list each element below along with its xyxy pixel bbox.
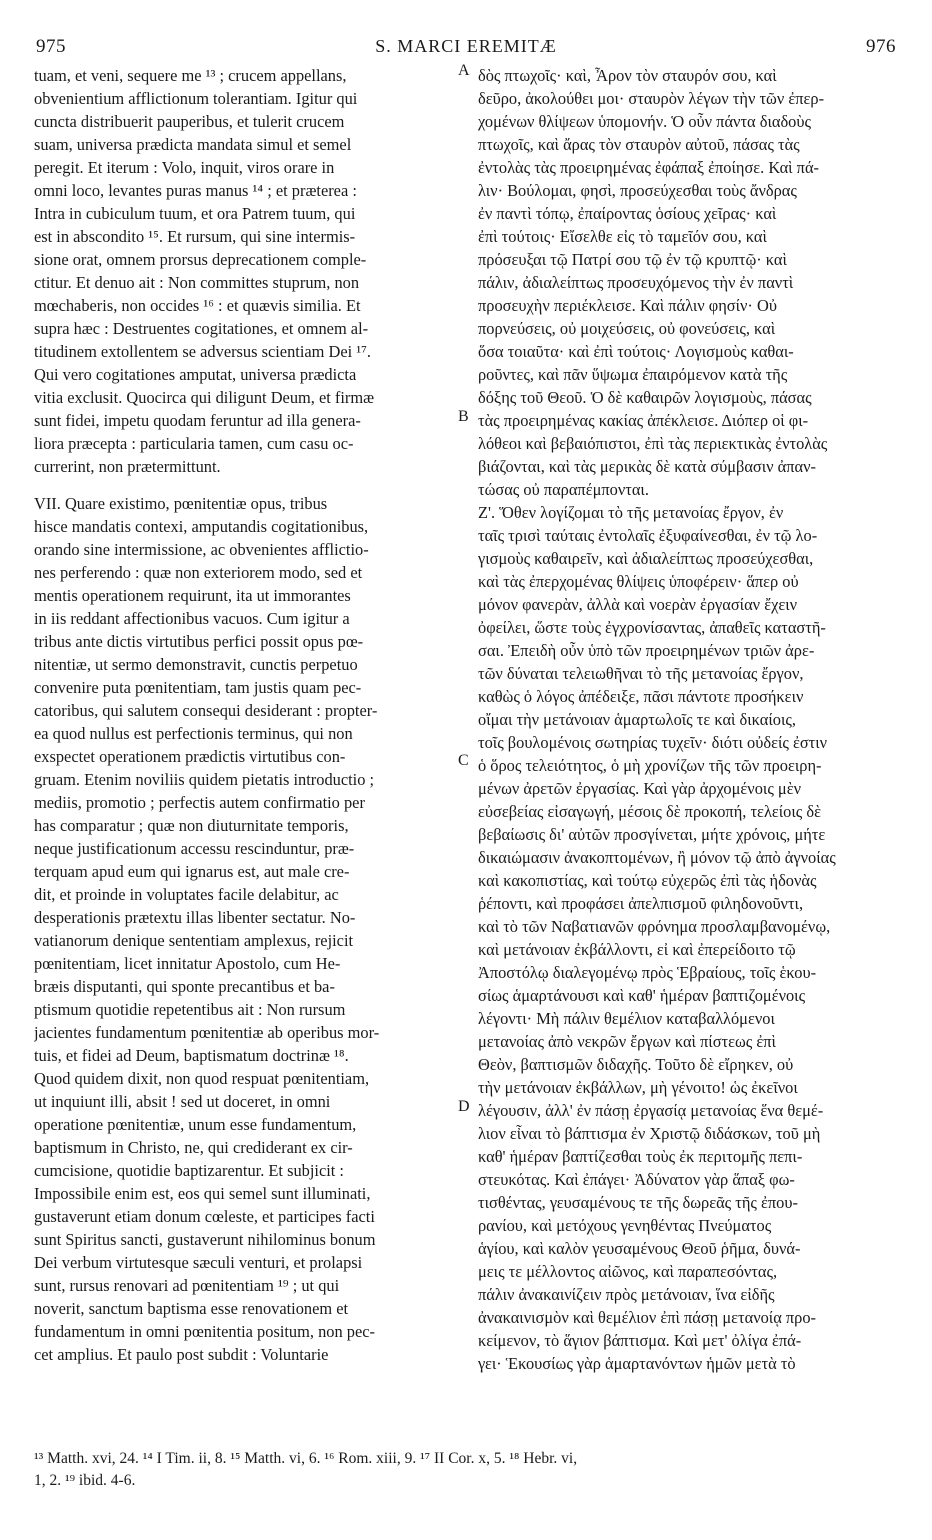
greek-text-line: ἐντολὰς τὰς προειρημένας ἐφάπαξ ἐποίησε. Καὶ πά- [478, 158, 820, 177]
greek-text-line: μόνον φανερὰν, ἀλλὰ καὶ νοερὰν ἐργασίαν ἔχειν [478, 595, 798, 614]
greek-column [478, 64, 904, 1444]
latin-column [34, 64, 454, 1444]
latin-text-line: vatianorum denique sententiam amplexus, rejicit [34, 931, 354, 950]
greek-text-line: δικαιώμασιν ἀνακοπτομένων, ἢ μόνον τῷ ἀπὸ ἀγνοίας [478, 848, 836, 867]
footnotes [34, 1448, 902, 1492]
margin-marker-a: A [458, 62, 470, 79]
greek-text-line: οἴμαι τὴν μετάνοιαν ἁμαρτωλοῖς τε καὶ δικαίοις, [478, 710, 796, 729]
margin-marker-d: D [458, 1098, 470, 1115]
latin-text-line: neque justificationum accessu rescinduntur, præ- [34, 839, 355, 858]
greek-text-line: δόξης τοῦ Θεοῦ. Ὁ δὲ καθαιρῶν λογισμοὺς, πάσας [478, 388, 812, 407]
latin-text-line: titudinem extollentem se adversus scientiam Dei ¹⁷. [34, 342, 371, 361]
greek-text-line: λιν· Βούλομαι, φησὶ, προσεύχεσθαι τοὺς ἄνδρας [478, 181, 797, 200]
greek-text-line: εὐσεβείας εἰσαγωγή, μέσοις δὲ προκοπή, τελείοις δὲ [478, 802, 821, 821]
latin-text-line: obvenientium afflictionum tolerantiam. Igitur qui [34, 89, 358, 108]
latin-text-line: supra hæc : Destruentes cogitationes, et omnem al- [34, 319, 369, 338]
greek-text-line: σίως ἁμαρτάνουσι καὶ καθ' ἡμέραν βαπτιζομένοις [478, 986, 806, 1005]
latin-text-line: has comparatur ; quæ non diuturnitate temporis, [34, 816, 349, 835]
greek-text-line: σαι. Ἐπειδὴ οὖν ὑπὸ τῶν προειρημένων τριῶν ἀρε- [478, 641, 815, 660]
latin-text-line: mentis operationem requirunt, ita ut immorantes [34, 586, 351, 605]
latin-text-line: catoribus, qui salutem consequi desiderant : propter- [34, 701, 378, 720]
latin-text-line: sunt fidei, impetu quodam feruntur ad illa genera- [34, 411, 361, 430]
greek-text-line: πορνεύσεις, οὐ μοιχεύσεις, οὐ φονεύσεις, καὶ [478, 319, 776, 338]
greek-text-line: τῶν δύναται τελειωθῆναι τὸ τῆς μετανοίας ἔργον, [478, 664, 804, 683]
latin-text-line: orando sine intermissione, ac obvenientes afflictio- [34, 540, 369, 559]
greek-text-line: ὀφείλει, ὥστε τοὺς ἐγχρονίσαντας, ἀπαθεῖς καταστῆ- [478, 618, 826, 637]
greek-text-line: τώσας οὐ παραπέμπονται. [478, 480, 649, 499]
latin-text-line: suam, universa prædicta mandata simul et semel [34, 135, 352, 154]
page-number-left: 975 [36, 36, 66, 57]
latin-text-line: tuam, et veni, sequere me ¹³ ; crucem appellans, [34, 66, 347, 85]
latin-text-line: tuis, et fidei ad Deum, baptismatum doctrinæ ¹⁸. [34, 1046, 349, 1065]
latin-text-line: Quod quidem dixit, non quod respuat pœnitentiam, [34, 1069, 370, 1088]
greek-text-line: δὸς πτωχοῖς· καὶ, Ἆρον τὸν σταυρόν σου, καὶ [478, 66, 777, 85]
latin-text-line: exspectet operationem prædictis virtutibus con- [34, 747, 346, 766]
greek-text-line: ταῖς τρισὶ ταύταις ἐντολαῖς ἐξυφαίνεσθαι, ἐν τῷ λο- [478, 526, 818, 545]
latin-text-line: VII. Quare existimo, pœnitentiæ opus, tribus [34, 494, 328, 513]
latin-text-line: fundamentum in omni pœnitentia positum, non pec- [34, 1322, 375, 1341]
latin-text-line: cuncta distribuerit pauperibus, et tulerit crucem [34, 112, 345, 131]
latin-text-line: tribus ante dictis virtutibus perfici possit opus pœ- [34, 632, 364, 651]
greek-text-line: τὰς προειρημένας κακίας ἀπέκλεισε. Διόπερ οἱ φι- [478, 411, 809, 430]
latin-text-line: sione orat, omnem prorsus deprecationem comple- [34, 250, 367, 269]
greek-text-line: γισμοὺς καθαιρεῖν, καὶ ἀδιαλείπτως προσεύχεσθαι, [478, 549, 814, 568]
latin-text-line: vitia exclusit. Quocirca qui diligunt Deum, et firmæ [34, 388, 375, 407]
latin-text-line: dit, et proinde in voluptates facile delabitur, ac [34, 885, 339, 904]
latin-text-line: cet amplius. Et paulo post subdit : Voluntarie [34, 1345, 329, 1364]
latin-text-line: mœchaberis, non occides ¹⁶ : et quævis similia. Et [34, 296, 361, 315]
latin-text-line: nes perferendo : quæ non exteriorem modo, sed et [34, 563, 363, 582]
greek-text-line: κείμενον, τὸ ἅγιον βάπτισμα. Καὶ μετ' ὀλίγα ἐπά- [478, 1331, 802, 1350]
greek-text-line: καὶ μετάνοιαν ἐκβάλλοντι, εἰ καὶ ἐπερείδοιτο τῷ [478, 940, 796, 959]
greek-text-line: ἁγίου, καὶ καλὸν γευσαμένους Θεοῦ ῥῆμα, δυνά- [478, 1239, 801, 1258]
greek-text-line: καὶ τὸ τῶν Ναβατιανῶν φρόνημα προσλαμβανομένῳ, [478, 917, 831, 936]
greek-text-line: λιον εἶναι τὸ βάπτισμα ἐν Χριστῷ διδάσκων, τοῦ μὴ [478, 1124, 821, 1143]
footnote-text-line: 1, 2. ¹⁹ ibid. 4-6. [34, 1472, 136, 1489]
greek-text-line: Θεὸν, βαπτισμῶν διδαχῆς. Τοῦτο δὲ εἴρηκεν, οὐ [478, 1055, 794, 1074]
margin-marker-b: B [458, 408, 469, 425]
latin-text-line: est in abscondito ¹⁵. Et rursum, qui sine intermis- [34, 227, 356, 246]
greek-text-line: μεις τε μέλλοντος αἰῶνος, καὶ παραπεσόντας, [478, 1262, 778, 1281]
greek-text-line: Ζ'. Ὅθεν λογίζομαι τὸ τῆς μετανοίας ἔργον, ἐν [478, 503, 784, 522]
latin-text-line: gustaverunt etiam donum cœleste, et participes facti [34, 1207, 375, 1226]
latin-text-line: in iis reddant affectionibus vacuos. Cum igitur a [34, 609, 350, 628]
latin-text-line: ut inquiunt illi, absit ! sed ut doceret, in omni [34, 1092, 331, 1111]
running-title: S. MARCI EREMITÆ [375, 36, 557, 56]
latin-text-line: baptismum in Christo, ne, qui crediderant ex cir- [34, 1138, 353, 1157]
greek-text-line: λέγουσιν, ἀλλ' ἐν πάσῃ ἐργασίᾳ μετανοίας ἕνα θεμέ- [478, 1101, 824, 1120]
greek-text-line: καὶ τὰς ἐπερχομένας θλίψεις ὑποφέρειν· ἅπερ οὐ [478, 572, 799, 591]
greek-text-line: δεῦρο, ἀκολούθει μοι· σταυρὸν λέγων τὴν τῶν ἐπερ- [478, 89, 825, 108]
greek-text-line: Ἀποστόλῳ διαλεγομένῳ πρὸς Ἑβραίους, τοῖς ἑκου- [478, 963, 817, 982]
latin-text-line: ptismum quotidie repetentibus ait : Non rursum [34, 1000, 346, 1019]
greek-text-line: ὁ ὅρος τελειότητος, ὁ μὴ χρονίζων τῆς τῶν προειρη- [478, 756, 822, 775]
latin-text-line: noverit, sanctum baptisma esse renovationem et [34, 1299, 349, 1318]
greek-text-line: λέγοντι· Μὴ πάλιν θεμέλιον καταβαλλόμενοι [478, 1009, 775, 1028]
greek-text-line: μετανοίας ἀπὸ νεκρῶν ἔργων καὶ πίστεως ἐπὶ [478, 1032, 776, 1051]
greek-text-line: βιάζονται, καὶ τὰς μερικὰς δὲ κατὰ σύμβασιν ἀπαν- [478, 457, 816, 476]
greek-text-line: ὅσα τοιαῦτα· καὶ ἐπὶ τούτοις· Λογισμοὺς καθαι- [478, 342, 794, 361]
greek-text-line: πάλιν, ἀδιαλείπτως προσευχόμενος τὴν ἐν παντὶ [478, 273, 794, 292]
latin-text-line: nitentiæ, ut sermo demonstravit, cunctis perpetuo [34, 655, 358, 674]
latin-text-line: pœnitentiam, licet innitatur Apostolo, cum He- [34, 954, 341, 973]
latin-text-line: desperationis prætextu illas libenter sectatur. No- [34, 908, 356, 927]
latin-text-line: sunt Spiritus sancti, gustaverunt nihilominus bonum [34, 1230, 376, 1249]
latin-text-line: operatione pœnitentiæ, unum esse fundamentum, [34, 1115, 357, 1134]
latin-text-line: ctitur. Et denuo ait : Non committes stuprum, non [34, 273, 360, 292]
latin-text-line: Dei verbum virtutesque sæculi venturi, et prolapsi [34, 1253, 363, 1272]
greek-text-line: ρανίου, καὶ μετόχους γενηθέντας Πνεύματος [478, 1216, 772, 1235]
margin-marker-c: C [458, 752, 469, 769]
latin-text-line: liora præcepta : particularia tamen, cum casu oc- [34, 434, 354, 453]
latin-text-line: omni loco, levantes puras manus ¹⁴ ; et præterea : [34, 181, 357, 200]
greek-text-line: ἐν παντὶ τόπῳ, ἐπαίροντας ὁσίους χεῖρας· καὶ [478, 204, 777, 223]
latin-text-line: Impossibile enim est, eos qui semel sunt illuminati, [34, 1184, 371, 1203]
latin-text-line: cumcisione, quotidie baptizarentur. Et subjicit : [34, 1161, 344, 1180]
greek-text-line: τὴν μετάνοιαν ἐκβάλλων, μὴ γένοιτο! ὡς ἐκεῖνοι [478, 1078, 798, 1097]
footnote-text-line: ¹³ Matth. xvi, 24. ¹⁴ I Tim. ii, 8. ¹⁵ Matth. vi, 6. ¹⁶ Rom. xiii, 9. ¹⁷ II Cor. x, 5. ¹⁸ Hebr. vi, [34, 1450, 578, 1467]
latin-text-line: peregit. Et iterum : Volo, inquit, viros orare in [34, 158, 335, 177]
latin-text-line: sunt, rursus renovari ad pœnitentiam ¹⁹ ; ut qui [34, 1276, 340, 1295]
greek-text-line: μένων ἀρετῶν ἐργασίας. Καὶ γὰρ ἀρχομένοις μὲν [478, 779, 801, 798]
greek-text-line: πάλιν ἀνακαινίζειν πρὸς μετάνοιαν, ἵνα εἰδῆς [478, 1285, 775, 1304]
greek-text-line: γει· Ἑκουσίως γὰρ ἁμαρτανόντων ἡμῶν μετὰ τὸ [478, 1354, 796, 1373]
latin-text-line: mediis, promotio ; perfectis autem confirmatio per [34, 793, 365, 812]
greek-text-line: τοῖς βουλομένοις σωτηρίας τυχεῖν· διότι οὐδείς ἐστιν [478, 733, 828, 752]
latin-text-line: convenire puta pœnitentiam, tam justis quam pec- [34, 678, 362, 697]
latin-paragraph-gap [34, 478, 454, 492]
latin-text-line: currerint, non prætermittunt. [34, 457, 221, 476]
latin-text-line: hisce mandatis contexi, amputandis cogitationibus, [34, 517, 369, 536]
page-header [36, 20, 896, 60]
greek-text-line: καθ' ἡμέραν βαπτίζεσθαι τοὺς ἐκ περιτομῆς πεπι- [478, 1147, 803, 1166]
greek-text-line: πτωχοῖς, καὶ ἄρας τὸν σταυρὸν αὐτοῦ, πάσας τὰς [478, 135, 800, 154]
greek-text-line: καθὼς ὁ λόγος ἀπέδειξε, πᾶσι πάντοτε προσήκειν [478, 687, 804, 706]
latin-text-line: bræis disputanti, qui sponte precantibus et ba- [34, 977, 335, 996]
greek-text-line: βεβαίωσις δι' αὐτῶν προσγίνεται, μήτε χρόνοις, μήτε [478, 825, 826, 844]
greek-text-line: προσευχὴν περιέκλεισε. Καὶ πάλιν φησίν· Οὐ [478, 296, 777, 315]
latin-text-line: jacientes fundamentum pœnitentiæ ab operibus mor- [34, 1023, 380, 1042]
greek-text-line: τισθέντας, γευσαμένους τε τῆς δωρεᾶς τῆς ἐπου- [478, 1193, 798, 1212]
greek-text-line: καὶ κακοπιστίας, καὶ τούτῳ εὐχερῶς ἐπὶ τὰς ἡδονὰς [478, 871, 817, 890]
greek-text-line: ἀνακαινισμὸν καὶ θεμέλιον ἐπὶ πάσῃ μετανοίᾳ πρo- [478, 1308, 817, 1327]
greek-text-line: χομένων θλίψεων ὑπομονήν. Ὁ οὖν πάντα διαδοὺς [478, 112, 811, 131]
greek-text-line: ροῦντες, καὶ πᾶν ὕψωμα ἐπαιρόμενον κατὰ τῆς [478, 365, 788, 384]
latin-text-line: ea quod nullus est perfectionis terminus, qui non [34, 724, 353, 743]
latin-text-line: gruam. Etenim noviliis quidem pietatis introductio ; [34, 770, 375, 789]
greek-text-line: λόθεοι καὶ βεβαιόπιστοι, ἐπὶ τὰς περιεκτικὰς ἐντολὰς [478, 434, 828, 453]
page-number-right: 976 [866, 36, 896, 57]
greek-text-line: ῥέποντι, καὶ προφάσει ἀπελπισμοῦ φιληδονοῦντι, [478, 894, 804, 913]
greek-text-line: ἐπὶ τούτοις· Εἴσελθε εἰς τὸ ταμεῖόν σου, καὶ [478, 227, 767, 246]
latin-text-line: Intra in cubiculum tuum, et ora Patrem tuum, qui [34, 204, 356, 223]
latin-text-line: Qui vero cogitationes amputat, universa prædicta [34, 365, 357, 384]
greek-text-line: πρόσευξαι τῷ Πατρί σου τῷ ἐν τῷ κρυπτῷ· καὶ [478, 250, 787, 269]
latin-text-line: terquam apud eum qui ignarus est, aut male cre- [34, 862, 350, 881]
greek-text-line: στευκότας. Καὶ ἐπάγει· Ἀδύνατον γὰρ ἅπαξ φω- [478, 1170, 795, 1189]
